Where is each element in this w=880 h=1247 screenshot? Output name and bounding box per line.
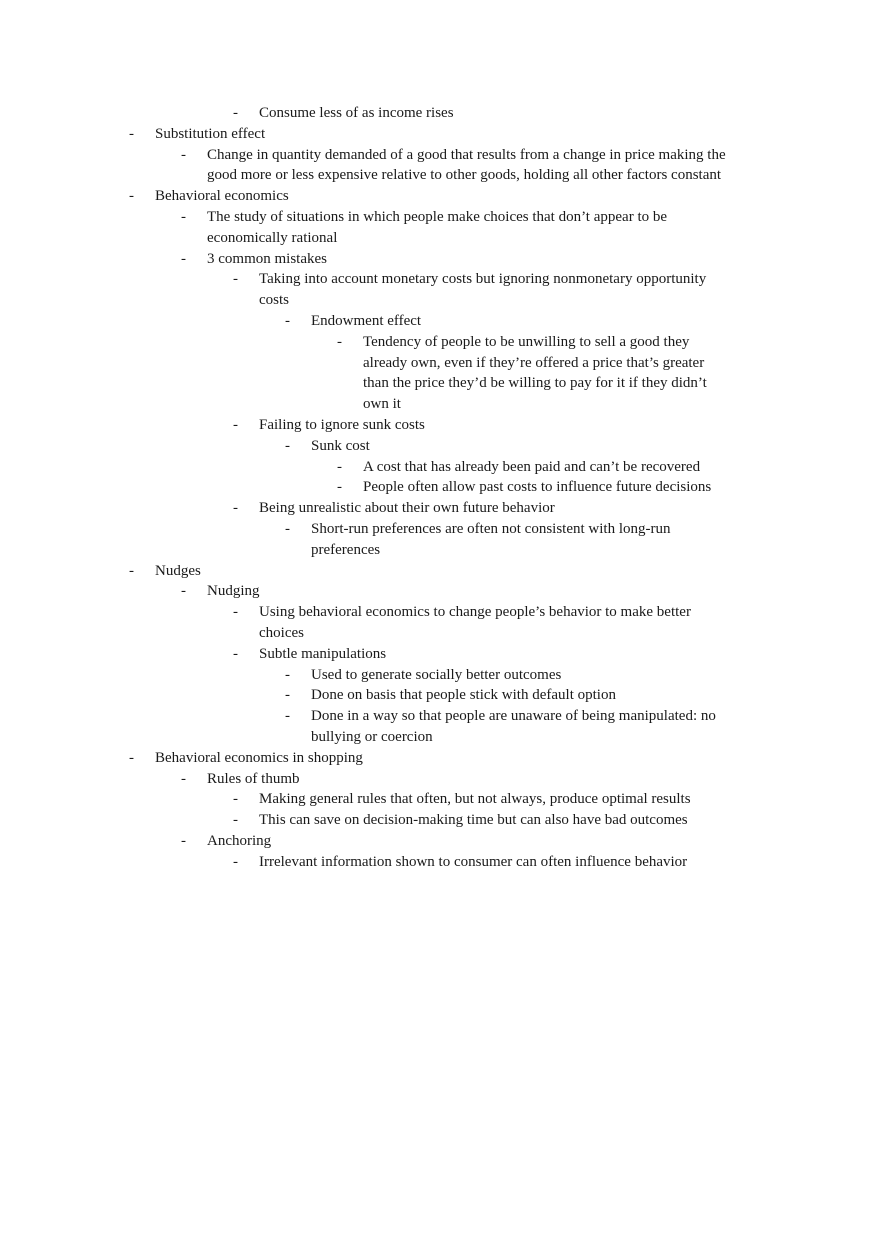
list-item-text: Behavioral economics in shopping [155, 749, 363, 766]
list-item [233, 789, 734, 810]
list-item-text: Sunk cost [311, 437, 370, 454]
bullet-dash: - [181, 208, 186, 225]
bullet-dash: - [337, 333, 342, 350]
list-item-text: Being unrealistic about their own future behavior [259, 500, 555, 517]
list-item [181, 769, 727, 790]
bullet-dash: - [129, 125, 134, 142]
bullet-dash: - [181, 146, 186, 163]
list-item [233, 103, 734, 124]
bullet-dash: - [337, 458, 342, 475]
list-item [233, 269, 734, 311]
list-item [129, 186, 735, 207]
bullet-dash: - [233, 604, 238, 621]
bullet-dash: - [233, 812, 238, 829]
list-item [285, 311, 731, 332]
list-item [233, 415, 734, 436]
list-item-text: 3 common mistakes [207, 250, 327, 267]
list-item [337, 477, 733, 498]
list-item-text: People often allow past costs to influence future decisions [363, 479, 712, 496]
list-item-text: Used to generate socially better outcomes [311, 666, 562, 683]
bullet-dash: - [285, 687, 290, 704]
list-item [233, 644, 734, 665]
list-item-text: Making general rules that often, but not always, produce optimal results [259, 791, 691, 808]
list-item-text: Short-run preferences are often not consistent with long-run preferences [311, 520, 671, 558]
bullet-dash: - [337, 479, 342, 496]
list-item-text: Failing to ignore sunk costs [259, 416, 425, 433]
list-item-text: Consume less of as income rises [259, 105, 454, 121]
list-item-text: Endowment effect [311, 312, 422, 329]
bullet-dash: - [181, 583, 186, 600]
list-item-text: Irrelevant information shown to consumer can often influence behavior [259, 853, 688, 870]
bullet-dash: - [129, 749, 134, 766]
document-page [0, 103, 880, 872]
list-item [233, 852, 734, 873]
list-item-text: Behavioral economics [155, 188, 289, 205]
bullet-dash: - [129, 562, 134, 579]
list-item-text: The study of situations in which people make choices that don’t appear to be economically rational [207, 208, 668, 246]
list-item-text: Using behavioral economics to change people’s behavior to make better choices [259, 604, 691, 641]
list-item [337, 457, 733, 478]
list-item [181, 145, 727, 187]
bullet-dash: - [233, 271, 238, 288]
list-item [285, 436, 731, 457]
bullet-dash: - [285, 437, 290, 454]
bullet-dash: - [285, 520, 290, 537]
bullet-dash: - [285, 666, 290, 683]
list-item [181, 249, 727, 270]
list-item [233, 498, 734, 519]
list-item [337, 332, 733, 415]
bullet-dash: - [285, 708, 290, 725]
list-item-text: Done on basis that people stick with default option [311, 687, 616, 704]
list-item-text: Change in quantity demanded of a good that results from a change in price making the good more or less expensive relative to other goods, holding all other factors constant [207, 146, 726, 184]
bullet-dash: - [285, 312, 290, 329]
list-item-text: Tendency of people to be unwilling to sell a good they already own, even if they’re offered a price that’s greater than the price they’d be willing to pay for it if they didn’t own it [363, 333, 707, 413]
list-item-text: Subtle manipulations [259, 645, 387, 662]
list-item [129, 748, 735, 769]
bullet-dash: - [181, 770, 186, 787]
list-item [285, 685, 731, 706]
bullet-dash: - [181, 250, 186, 267]
list-item [181, 207, 727, 249]
bullet-dash: - [233, 105, 238, 121]
list-item-text: Rules of thumb [207, 770, 300, 787]
list-item [129, 124, 735, 145]
list-item [285, 665, 731, 686]
list-item [285, 706, 731, 748]
bullet-dash: - [233, 645, 238, 662]
list-item-text: Substitution effect [155, 125, 266, 142]
list-item [181, 581, 727, 602]
bullet-dash: - [181, 832, 186, 849]
bullet-dash: - [233, 500, 238, 517]
list-item-text: Nudging [207, 583, 260, 600]
bullet-dash: - [129, 188, 134, 205]
list-item [129, 561, 735, 582]
list-item [233, 810, 734, 831]
list-item-text: Taking into account monetary costs but ignoring nonmonetary opportunity costs [259, 271, 707, 309]
bullet-dash: - [233, 853, 238, 870]
list-item [285, 519, 731, 561]
list-item-text: Done in a way so that people are unaware of being manipulated: no bullying or coercion [311, 708, 716, 745]
list-item-text: Nudges [155, 562, 201, 579]
bullet-dash: - [233, 416, 238, 433]
list-item-text: Anchoring [207, 832, 272, 849]
list-item-text: A cost that has already been paid and can’t be recovered [363, 458, 701, 475]
bullet-dash: - [233, 791, 238, 808]
list-item [233, 602, 734, 644]
list-item-text: This can save on decision-making time but can also have bad outcomes [259, 812, 688, 829]
list-item [181, 831, 727, 852]
